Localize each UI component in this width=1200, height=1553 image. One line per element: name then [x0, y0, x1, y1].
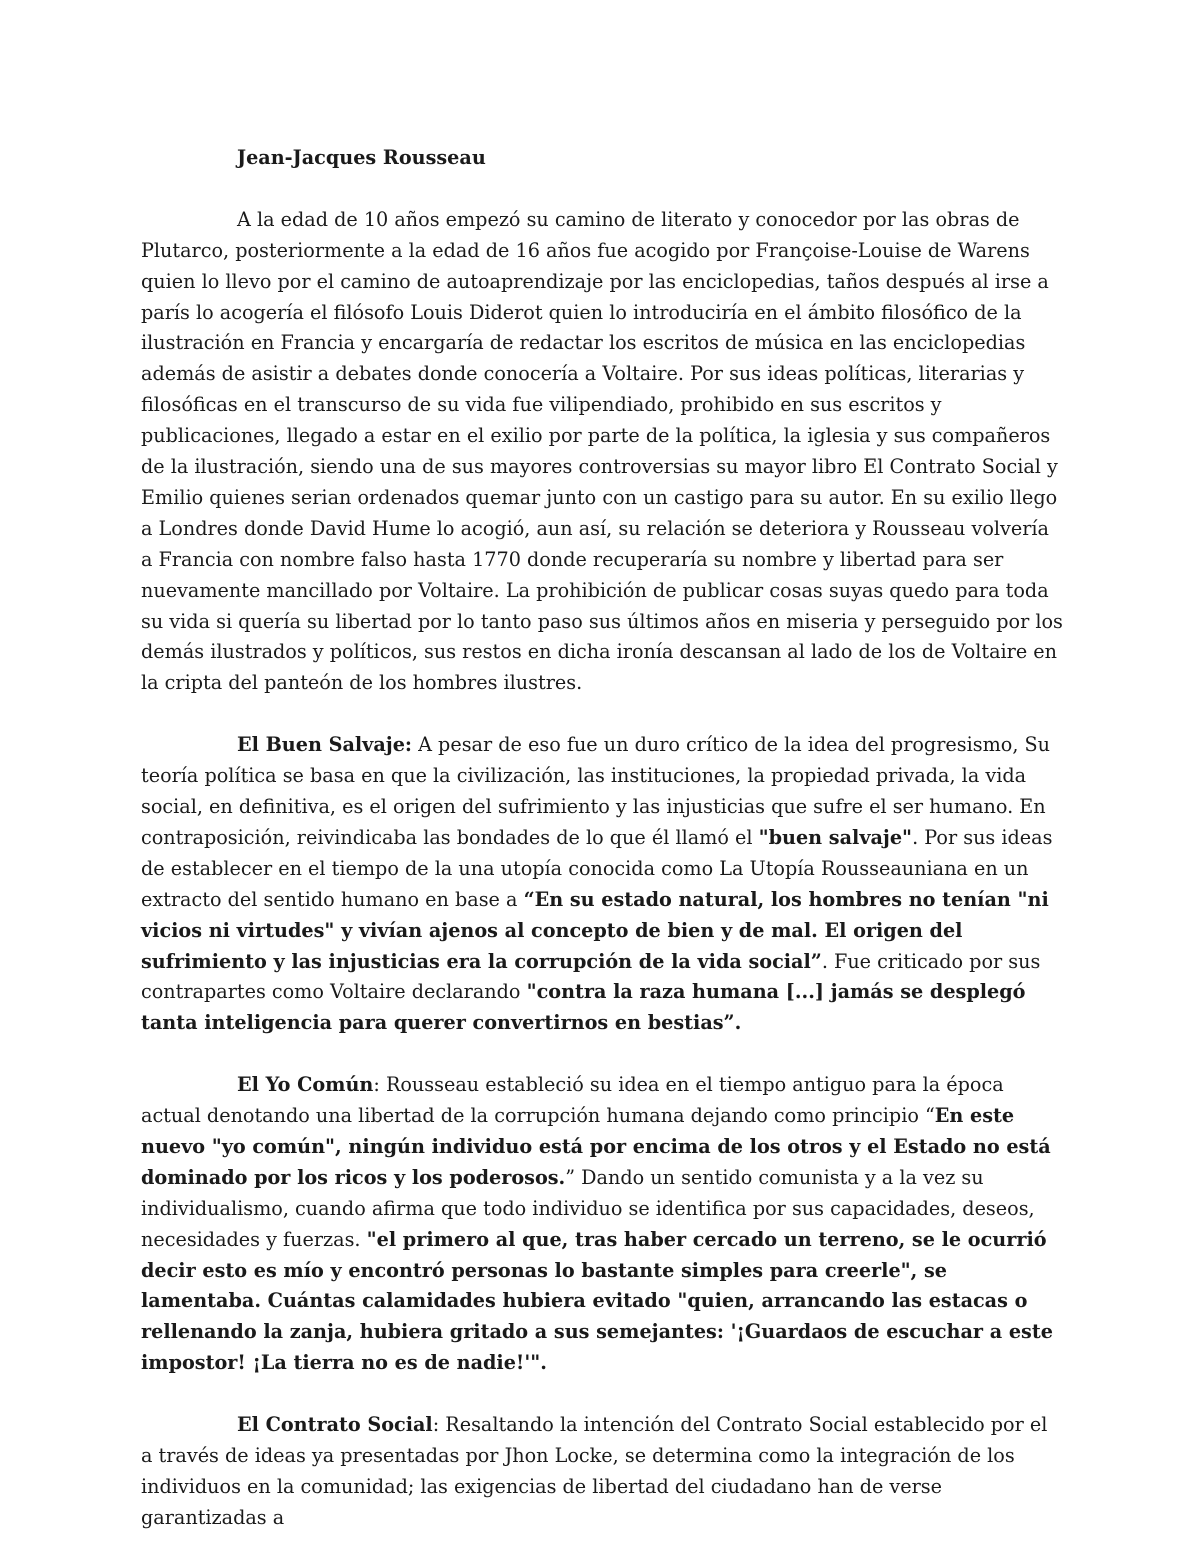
paragraph-text: : Rousseau estableció su idea en el tiempo antiguo para la época actual denotando una libertad de la corrupción humana dejando como principio “	[141, 1073, 1004, 1128]
paragraph-contrato-social	[141, 1410, 1063, 1534]
section-heading-contrato-social: El Contrato Social	[237, 1413, 433, 1437]
paragraph-text: . Fue criticado por sus contrapartes como Voltaire declarando	[141, 949, 1041, 1004]
bold-quote: "contra la raza humana [...] jamás se desplegó tanta inteligencia para querer convertirnos en bestias”.	[141, 980, 1026, 1035]
paragraph-text: . Por sus ideas de establecer en el tiempo de la una utopía conocida como La Utopía Rousseauniana en un extracto del sentido humano en base a	[141, 825, 1053, 911]
paragraph-yo-comun	[141, 1070, 1063, 1379]
paragraph-buen-salvaje	[141, 730, 1063, 1039]
paragraph-text: ” Dando un sentido comunista y a la vez su individualismo, cuando afirma que todo individuo se identifica por sus capacidades, deseos, necesidades y fuerzas.	[141, 1165, 1035, 1251]
section-heading-yo-comun: El Yo Común	[237, 1073, 374, 1097]
paragraph-text: A pesar de eso fue un duro crítico de la idea del progresismo, Su teoría política se basa en que la civilización, las instituciones, la propiedad privada, la vida social, en definitiva, es el origen del sufrimiento y las injusticias que sufre el ser humano. En contraposición, reivindicaba las bondades de lo que él llamó el	[141, 733, 1051, 849]
paragraph-text: : Resaltando la intención del Contrato Social establecido por el a través de ideas ya presentadas por Jhon Locke, se determina como la integración de los individuos en la comunidad; las exigencias de libertad del ciudadano han de verse garantizadas a	[141, 1413, 1048, 1529]
bold-quote: “En su estado natural, los hombres no tenían "ni vicios ni virtudes" y vivían ajenos al concepto de bien y de mal. El origen del sufrimiento y las injusticias era la corrupción de la vida social”	[141, 887, 1049, 973]
bold-quote: "el primero al que, tras haber cercado un terreno, se le ocurrió decir esto es mío y encontró personas lo bastante simples para creerle", se lamentaba. Cuántas calamidades hubiera evitado "quien, arrancando las estacas o rellenando la zanja, hubiera gritado a sus semejantes: '¡Guardaos de escuchar a este impostor! ¡La tierra no es de nadie!'".	[141, 1227, 1053, 1375]
document-body	[141, 143, 1063, 1534]
section-heading-buen-salvaje: El Buen Salvaje:	[237, 733, 412, 757]
bold-quote: "buen salvaje"	[758, 825, 913, 849]
paragraph-biography: A la edad de 10 años empezó su camino de literato y conocedor por las obras de Plutarco, posteriormente a la edad de 16 años fue acogido por Françoise-Louise de Warens quien lo llevo por el camino de autoaprendizaje por las enciclopedias, taños después al irse a parís lo acogería el filósofo Louis Diderot quien lo introduciría en el ámbito filosófico de la ilustración en Francia y encargaría de redactar los escritos de música en las enciclopedias además de asistir a debates donde conocería a Voltaire. Por sus ideas políticas, literarias y filosóficas en el transcurso de su vida fue vilipendiado, prohibido en sus escritos y publicaciones, llegado a estar en el exilio por parte de la política, la iglesia y sus compañeros de la ilustración, siendo una de sus mayores controversias su mayor libro El Contrato Social y Emilio quienes serian ordenados quemar junto con un castigo para su autor. En su exilio llego a Londres donde David Hume lo acogió, aun así, su relación se deteriora y Rousseau volvería a Francia con nombre falso hasta 1770 donde recuperaría su nombre y libertad para ser nuevamente mancillado por Voltaire. La prohibición de publicar cosas suyas quedo para toda su vida si quería su libertad por lo tanto paso sus últimos años en miseria y perseguido por los demás ilustrados y políticos, sus restos en dicha ironía descansan al lado de los de Voltaire en la cripta del panteón de los hombres ilustres.	[141, 207, 1063, 695]
bold-quote: En este nuevo "yo común", ningún individuo está por encima de los otros y el Estado no está dominado por los ricos y los poderosos.	[141, 1104, 1051, 1189]
document-title: Jean-Jacques Rousseau	[237, 146, 486, 169]
